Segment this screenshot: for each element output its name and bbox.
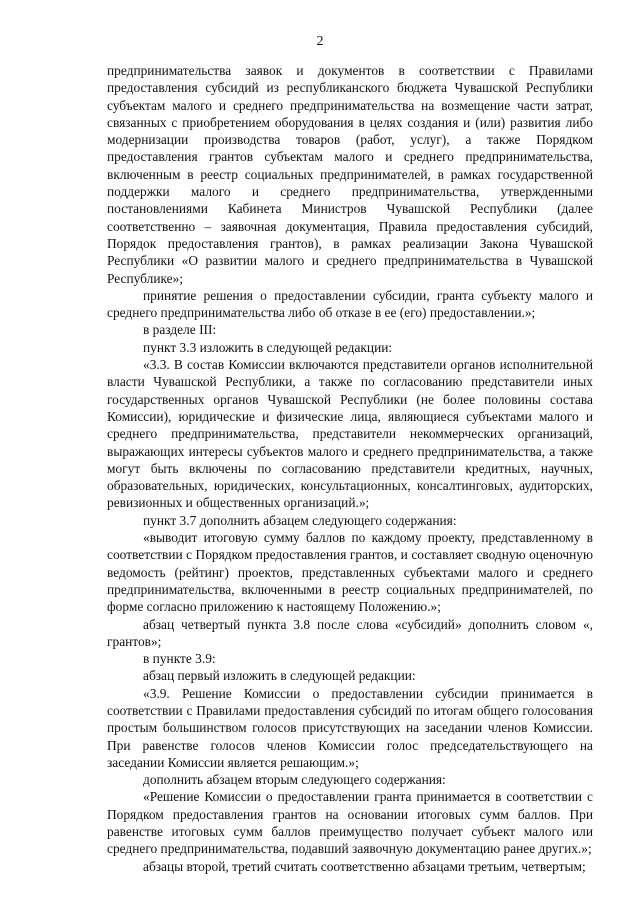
paragraph: в разделе III: [143,322,217,338]
document-body [107,62,593,875]
paragraph: в пункте 3.9: [143,651,216,667]
paragraph: абзац четвертый пункта 3.8 после слова «субсидий» дополнить словом «, грантов»; [107,616,593,649]
paragraph: пункт 3.7 дополнить абзацем следующего содержания: [143,512,457,528]
paragraph: абзацы второй, третий считать соответственно абзацами третьим, четвертым; [143,858,586,874]
paragraph: «Решение Комиссии о предоставлении гранта принимается в соответствии с Порядком предоставления грантов на основании итоговых сумм баллов. При равенстве итоговых сумм баллов преимущество получает субъект малого или среднего предпринимательства, подавший заявочную документацию ранее других.»; [107,789,593,857]
paragraph: «3.9. Решение Комиссии о предоставлении субсидии принимается в соответствии с Правилами предоставления субсидий по итогам общего голосования простым большинством голосов присутствующих на заседании членов Комиссии. При равенстве голосов членов Комиссии голос председательствующего на заседании Комиссии является решающим.»; [107,685,593,770]
paragraph: «3.3. В состав Комиссии включаются представители органов исполнительной власти Чувашской Республики, а также по согласованию представители иных государственных органов Чувашской Республики (не более половины состава Комиссии), юридические и физические лица, являющиеся субъектами малого и среднего предпринимательства, представители некоммерческих организаций, выражающих интересы субъектов малого и среднего предпринимательства, а также могут быть включены по согласованию представители кредитных, научных, образовательных, юридических, консультационных, консалтинговых, аудиторских, ревизионных и общественных организаций.»; [107,357,593,511]
paragraph: дополнить абзацем вторым следующего содержания: [143,772,446,788]
page-number: 2 [316,34,324,49]
paragraph: принятие решения о предоставлении субсидии, гранта субъекту малого и среднего предпринимательства либо об отказе в ее (его) предоставлении.»; [107,287,593,321]
paragraph: предпринимательства заявок и документов в соответствии с Правилами предоставления субсидий из республиканского бюджета Чувашской Республики субъектам малого и среднего предпринимательства на возмещение части затрат, связанных с приобретением оборудования в целях создания и (или) развития либо модернизации производства товаров (работ, услуг), а также Порядком предоставления грантов субъектам малого и среднего предпринимательства, включенным в реестр социальных предпринимателей, в рамках государственной поддержки малого и среднего предпринимательства, утвержденными постановлениями Кабинета Министров Чувашской Республики (далее соответственно – заявочная документация, Правила предоставления субсидий, Порядок предоставления грантов), в рамках реализации Закона Чувашской Республики «О развитии малого и среднего предпринимательства в Чувашской Республике»; [107,63,593,286]
paragraph: «выводит итоговую сумму баллов по каждому проекту, представленному в соответствии с Порядком предоставления грантов, и составляет сводную оценочную ведомость (рейтинг) проектов, представленных субъектами малого и среднего предпринимательства, включенными в реестр социальных предпринимателей, по форме согласно приложению к настоящему Положению.»; [107,530,593,615]
paragraph: пункт 3.3 изложить в следующей редакции: [143,339,393,355]
paragraph: абзац первый изложить в следующей редакции: [143,668,416,684]
